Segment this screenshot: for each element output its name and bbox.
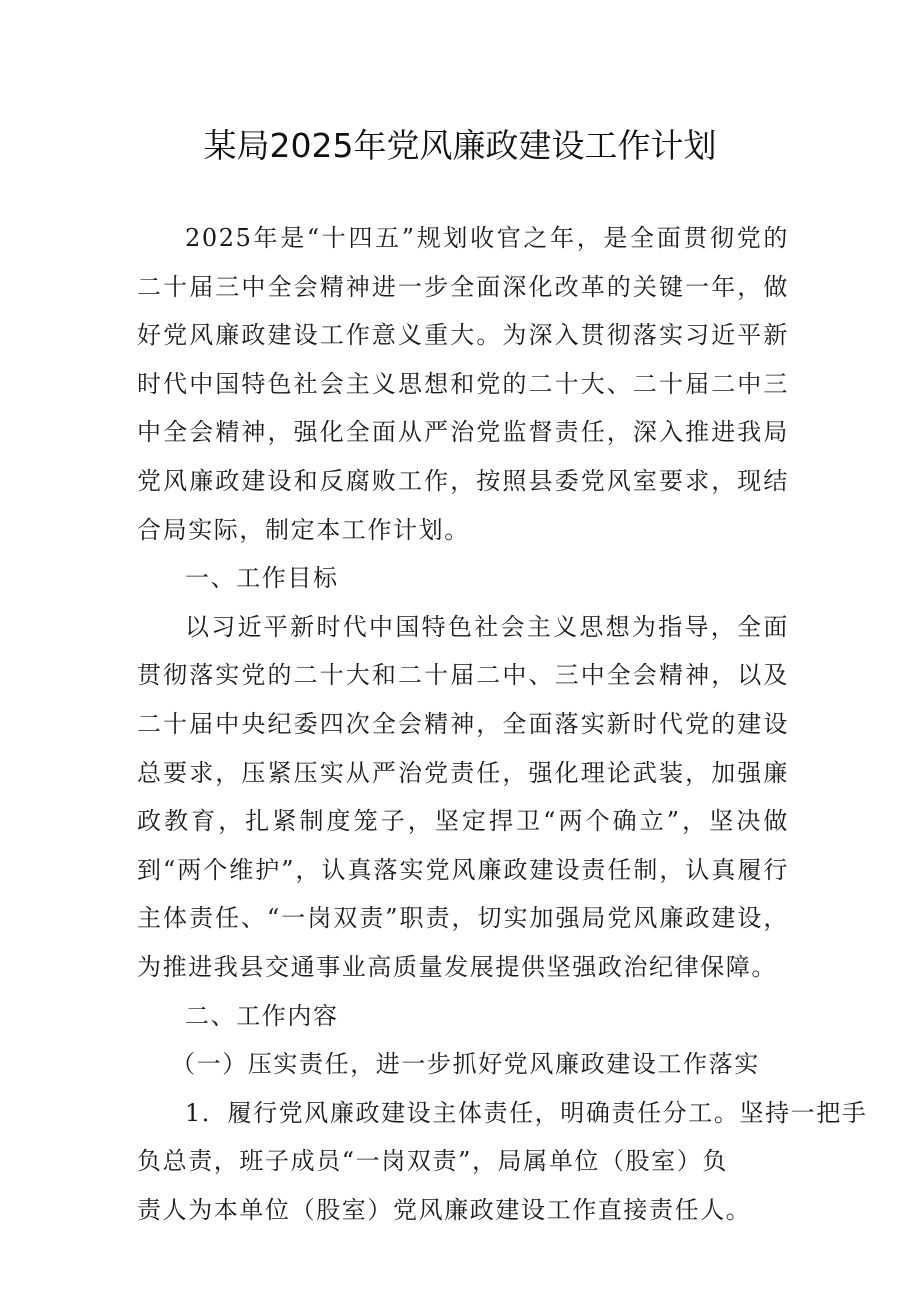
item-1-line-1: 1．履行党风廉政建设主体责任，明确责任分工。坚持一把手 — [185, 1098, 868, 1127]
item-1-line-3: 责人为本单位（股室）党风廉政建设工作直接责任人。 — [137, 1195, 752, 1224]
section-heading-goals: 一、工作目标 — [185, 564, 339, 593]
document-title: 某局2025年党风廉政建设工作计划 — [203, 126, 717, 165]
document-body — [137, 214, 868, 1234]
intro-paragraph: 2025年是“十四五”规划收官之年，是全面贯彻党的二十届三中全会精神进一步全面深化改革的关键一年，做好党风廉政建设工作意义重大。为深入贯彻落实习近平新时代中国特色社会主义思想和党的二十大、二十届二中三中全会精神，强化全面从严治党监督责任，深入推进我局党风廉政建设和反腐败工作，按照县委党风室要求，现结合局实际，制定本工作计划。 — [137, 224, 789, 544]
section-heading-content: 二、工作内容 — [185, 1001, 339, 1030]
goals-paragraph: 以习近平新时代中国特色社会主义思想为指导，全面贯彻落实党的二十大和二十届二中、三中全会精神，以及二十届中央纪委四次全会精神，全面落实新时代党的建设总要求，压紧压实从严治党责任，强化理论武装，加强廉政教育，扎紧制度笼子，坚定捍卫“两个确立”，坚决做到“两个维护”，认真落实党风廉政建设责任制，认真履行主体责任、“一岗双责”职责，切实加强局党风廉政建设，为推进我县交通事业高质量发展提供坚强政治纪律保障。 — [137, 612, 789, 981]
subsection-heading-responsibility: （一）压实责任，进一步抓好党风廉政建设工作落实 — [171, 1050, 760, 1079]
item-1-line-2: 负总责，班子成员“一岗双责”，局属单位（股室）负 — [137, 1147, 728, 1176]
item-1 — [137, 1089, 868, 1235]
